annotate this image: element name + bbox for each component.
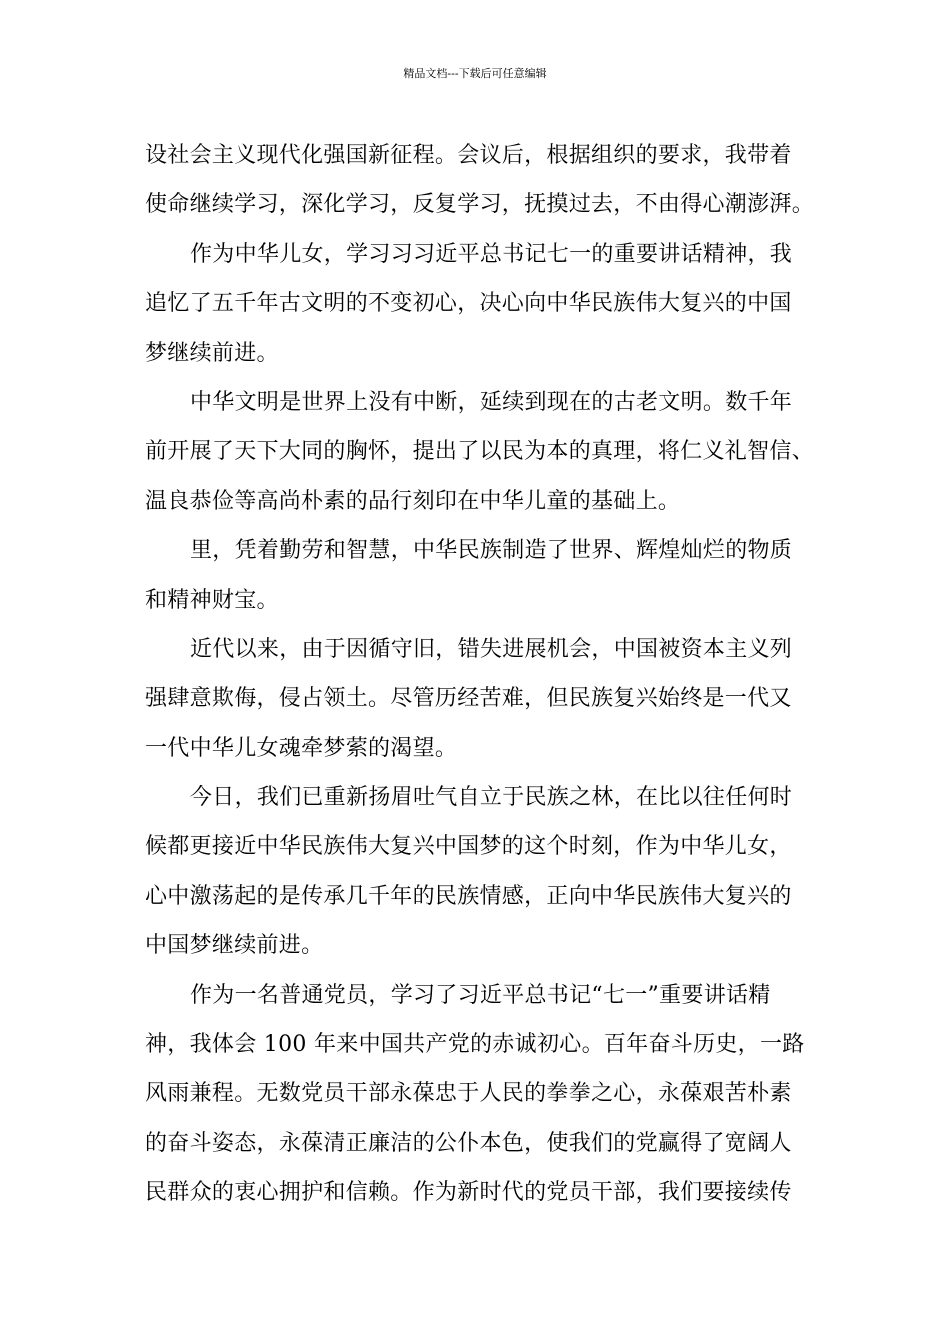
text-line: 候都更接近中华民族伟大复兴中国梦的这个时刻，作为中华儿女， [145, 834, 792, 860]
text-line: 前开展了天下大同的胸怀，提出了以民为本的真理，将仁义礼智信、 [145, 439, 815, 465]
text-line: 梦继续前进。 [145, 340, 279, 366]
text-line: 中国梦继续前进。 [145, 933, 324, 959]
text-line: 和精神财宝。 [145, 587, 279, 613]
text-line: 风雨兼程。无数党员干部永葆忠于人民的拳拳之心，永葆艰苦朴素 [145, 1081, 792, 1107]
text-line: 里，凭着勤劳和智慧，中华民族制造了世界、辉煌灿烂的物质 [190, 538, 793, 564]
text-line: 作为中华儿女，学习习习近平总书记七一的重要讲话精神，我 [190, 241, 793, 267]
text-line: 作为一名普通党员，学习了习近平总书记“七一”重要讲话精 [190, 982, 771, 1008]
text-line: 今日，我们已重新扬眉吐气自立于民族之林，在比以往任何时 [190, 785, 793, 811]
document-body [145, 131, 815, 1218]
text-line: 温良恭俭等高尚朴素的品行刻印在中华儿童的基础上。 [145, 488, 681, 514]
text-line: 心中激荡起的是传承几千年的民族情感，正向中华民族伟大复兴的 [145, 883, 792, 909]
text-line: 一代中华儿女魂牵梦萦的渴望。 [145, 735, 458, 761]
text-line: 民群众的衷心拥护和信赖。作为新时代的党员干部，我们要接续传 [145, 1180, 792, 1206]
text-line: 神，我体会 100 年来中国共产党的赤诚初心。百年奋斗历史，一路 [145, 1032, 805, 1058]
text-line: 强肆意欺侮，侵占领土。尽管历经苦难，但民族复兴始终是一代又 [145, 686, 792, 712]
text-line: 追忆了五千年古文明的不变初心，决心向中华民族伟大复兴的中国 [145, 291, 792, 317]
text-line: 中华文明是世界上没有中断，延续到现在的古老文明。数千年 [190, 389, 793, 415]
text-line: 的奋斗姿态，永葆清正廉洁的公仆本色，使我们的党赢得了宽阔人 [145, 1130, 792, 1156]
text-line: 使命继续学习，深化学习，反复学习，抚摸过去，不由得心潮澎湃。 [145, 192, 815, 218]
text-line: 近代以来，由于因循守旧，错失进展机会，中国被资本主义列 [190, 636, 793, 662]
page-header: 精品文档---下载后可任意编辑 [403, 67, 547, 80]
text-line: 设社会主义现代化强国新征程。会议后，根据组织的要求，我带着 [145, 143, 792, 168]
